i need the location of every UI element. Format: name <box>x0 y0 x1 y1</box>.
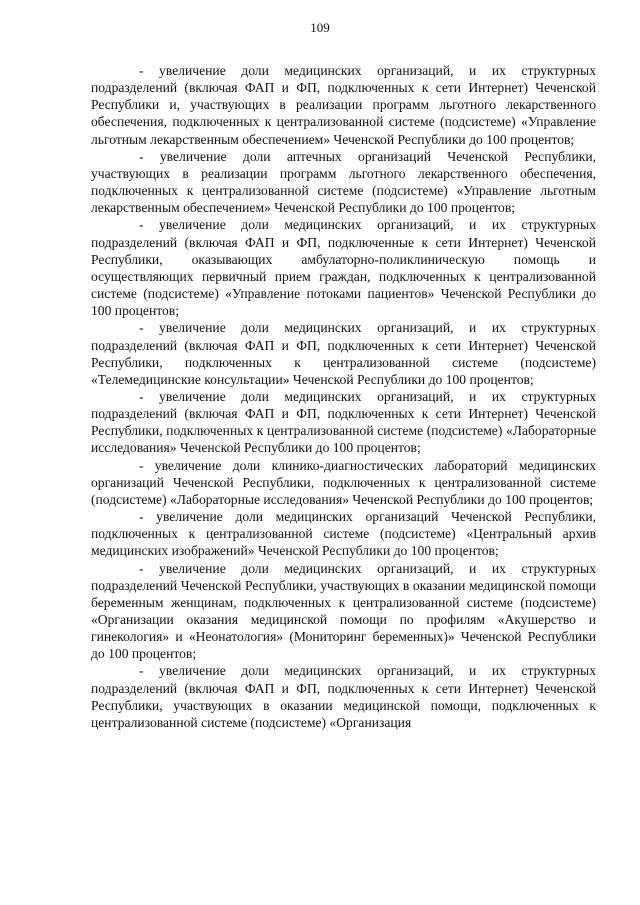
paragraph: - увеличение доли медицинских организаций Чеченской Республики, подключенных к централизованной системе (подсистеме) «Центральный архив медицинских изображений» Чеченской Республики до 100 процентов; <box>91 509 596 559</box>
paragraph: - увеличение доли медицинских организаций, и их структурных подразделений (включая ФАП и ФП, подключенных к сети Интернет) Чеченской Республики, подключенных к централизованной системе (подсистеме) «Лабораторные исследования» Чеченской Республики до 100 процентов; <box>91 388 596 456</box>
page-number: 109 <box>310 20 330 35</box>
paragraph: - увеличение доли медицинских организаций, и их структурных подразделений Чеченской Республики, участвующих в оказании медицинской помощи беременным женщинам, подключенных к централизованной системе (подсистеме) «Организации оказания медицинской помощи по профилям «Акушерство и гинекология» и «Неонатология» (Мониторинг беременных)» Чеченской Республики до 100 процентов; <box>91 560 596 662</box>
body-text <box>91 62 596 731</box>
paragraph: - увеличение доли медицинских организаций, и их структурных подразделений (включая ФАП и ФП, подключенные к сети Интернет) Чеченской Республики, оказывающих амбулаторно-поликлиническую помощь и осуществляющих первичный прием граждан, подключенных к централизованной системе (подсистеме) «Управление потоками пациентов» Чеченской Республики до 100 процентов; <box>91 217 596 319</box>
paragraph: - увеличение доли аптечных организаций Чеченской Республики, участвующих в реализации программ льготного лекарственного обеспечения, подключенных к централизованной системе (подсистеме) «Управление льготным лекарственным обеспечением» Чеченской Республики до 100 процентов; <box>91 148 596 216</box>
paragraph: - увеличение доли медицинских организаций, и их структурных подразделений (включая ФАП и ФП, подключенных к сети Интернет) Чеченской Республики и, участвующих в реализации программ льготного лекарственного обеспечения, подключенных к централизованной системе (подсистеме) «Управление льготным лекарственным обеспечением» Чеченской Республики до 100 процентов; <box>91 63 596 147</box>
paragraph: - увеличение доли медицинских организаций, и их структурных подразделений (включая ФАП и ФП, подключенных к сети Интернет) Чеченской Республики, участвующих в оказании медицинской помощи, подключенных к централизованной системе (подсистеме) «Организация <box>91 663 596 730</box>
paragraph: - увеличение доли медицинских организаций, и их структурных подразделений (включая ФАП и ФП, подключенных к сети Интернет) Чеченской Республики, подключенных к централизованной системе (подсистеме) «Телемедицинские консультации» Чеченской Республики до 100 процентов; <box>91 320 596 387</box>
paragraph: - увеличение доли клинико-диагностических лабораторий медицинских организаций Чеченской Республики, подключенных к централизованной системе (подсистеме) «Лабораторные исследования» Чеченской Республики до 100 процентов; <box>91 457 596 507</box>
